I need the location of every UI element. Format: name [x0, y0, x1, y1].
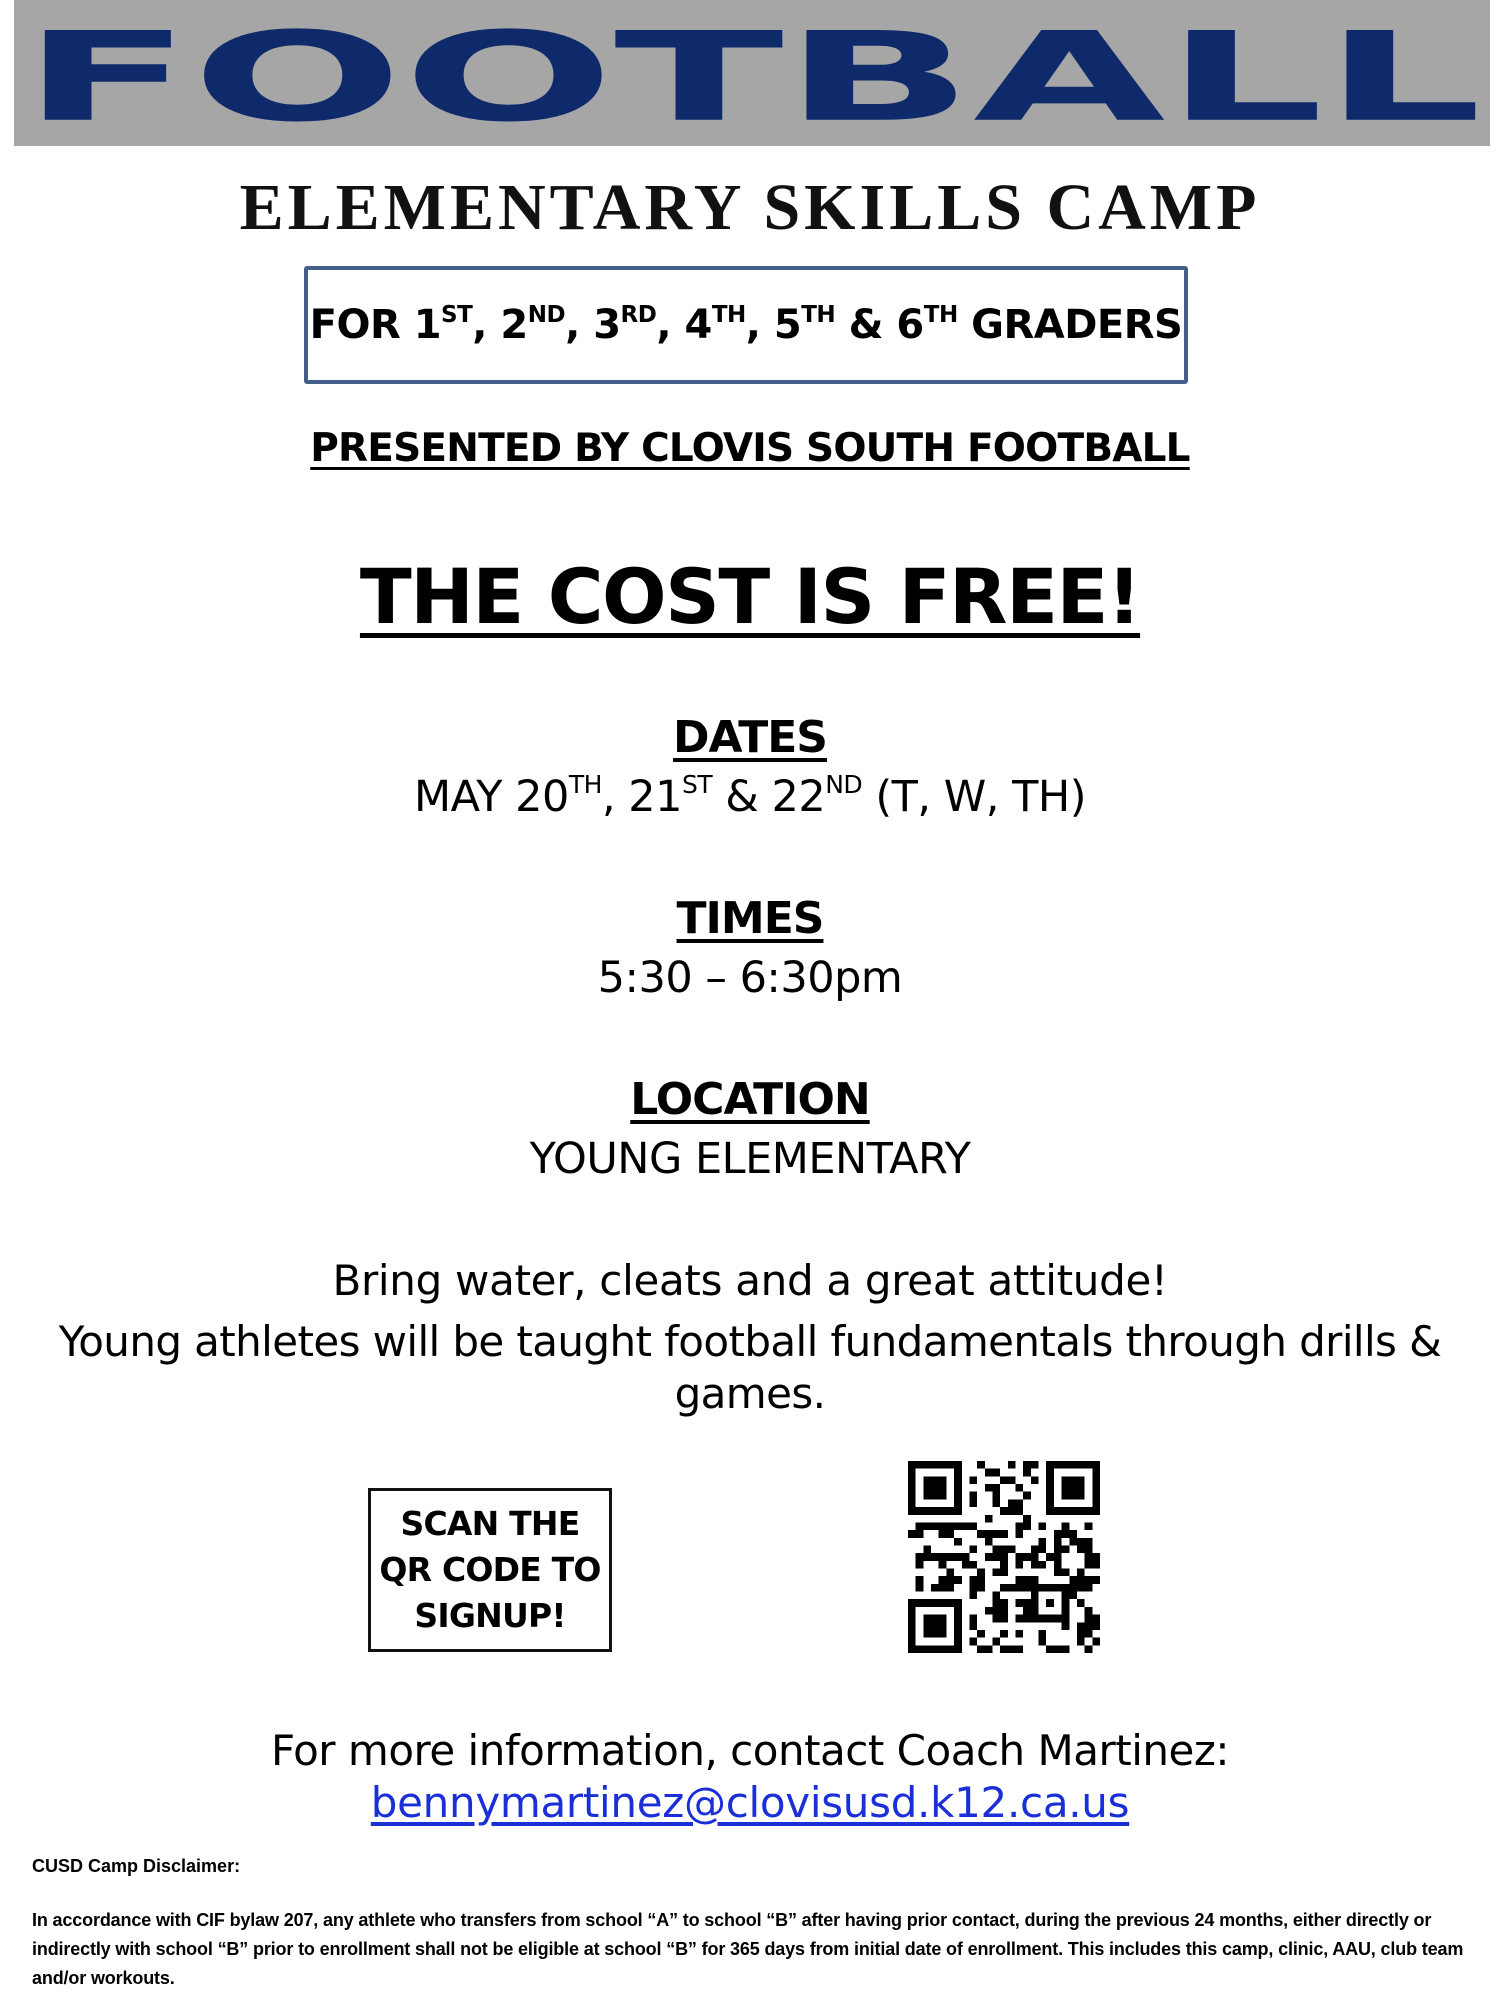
cost-headline: THE COST IS FREE! [359, 552, 1141, 641]
football-wordmark [14, 0, 1490, 146]
dates-heading: DATES [673, 712, 827, 763]
disclaimer-title: CUSD Camp Disclaimer: [32, 1856, 241, 1876]
disclaimer-body: In accordance with CIF bylaw 207, any athlete who transfers from school “A” to school “B” after having prior contact, during the previous 24 months, either directly or indirectly with school “B” prior to enrollment shall not be eligible at school “B” for 365 days from initial date of enrollment. This includes this camp, clinic, AAU, club team and/or workouts. [32, 1910, 1464, 1988]
contact-email [0, 1778, 1500, 1827]
description-text: Young athletes will be taught football fundamentals through drills & games. [58, 1317, 1442, 1418]
times-value: 5:30 – 6:30pm [597, 953, 903, 1003]
dates-value: MAY 20TH, 21ST & 22ND (T, W, TH) [414, 770, 1086, 822]
location-heading: LOCATION [630, 1074, 870, 1125]
grades-text: FOR 1ST, 2ND, 3RD, 4TH, 5TH & 6TH GRADERS [309, 302, 1183, 348]
football-banner [14, 0, 1490, 146]
location-value: YOUNG ELEMENTARY [529, 1134, 971, 1184]
banner-word: FOOTBALL [22, 6, 1483, 146]
qr-code-icon[interactable] [908, 1461, 1100, 1653]
email-link[interactable]: bennymartinez@clovisusd.k12.ca.us [370, 1778, 1130, 1827]
bring-text: Bring water, cleats and a great attitude! [332, 1256, 1168, 1305]
grades-box [304, 266, 1188, 384]
presented-by: PRESENTED BY CLOVIS SOUTH FOOTBALL [310, 426, 1190, 471]
contact-text: For more information, contact Coach Martinez: [270, 1726, 1230, 1775]
scan-instructions: SCAN THE QR CODE TO SIGNUP! [379, 1504, 601, 1635]
camp-title: ELEMENTARY SKILLS CAMP [239, 171, 1261, 244]
scan-qr-box [368, 1488, 612, 1652]
times-heading: TIMES [676, 893, 824, 944]
